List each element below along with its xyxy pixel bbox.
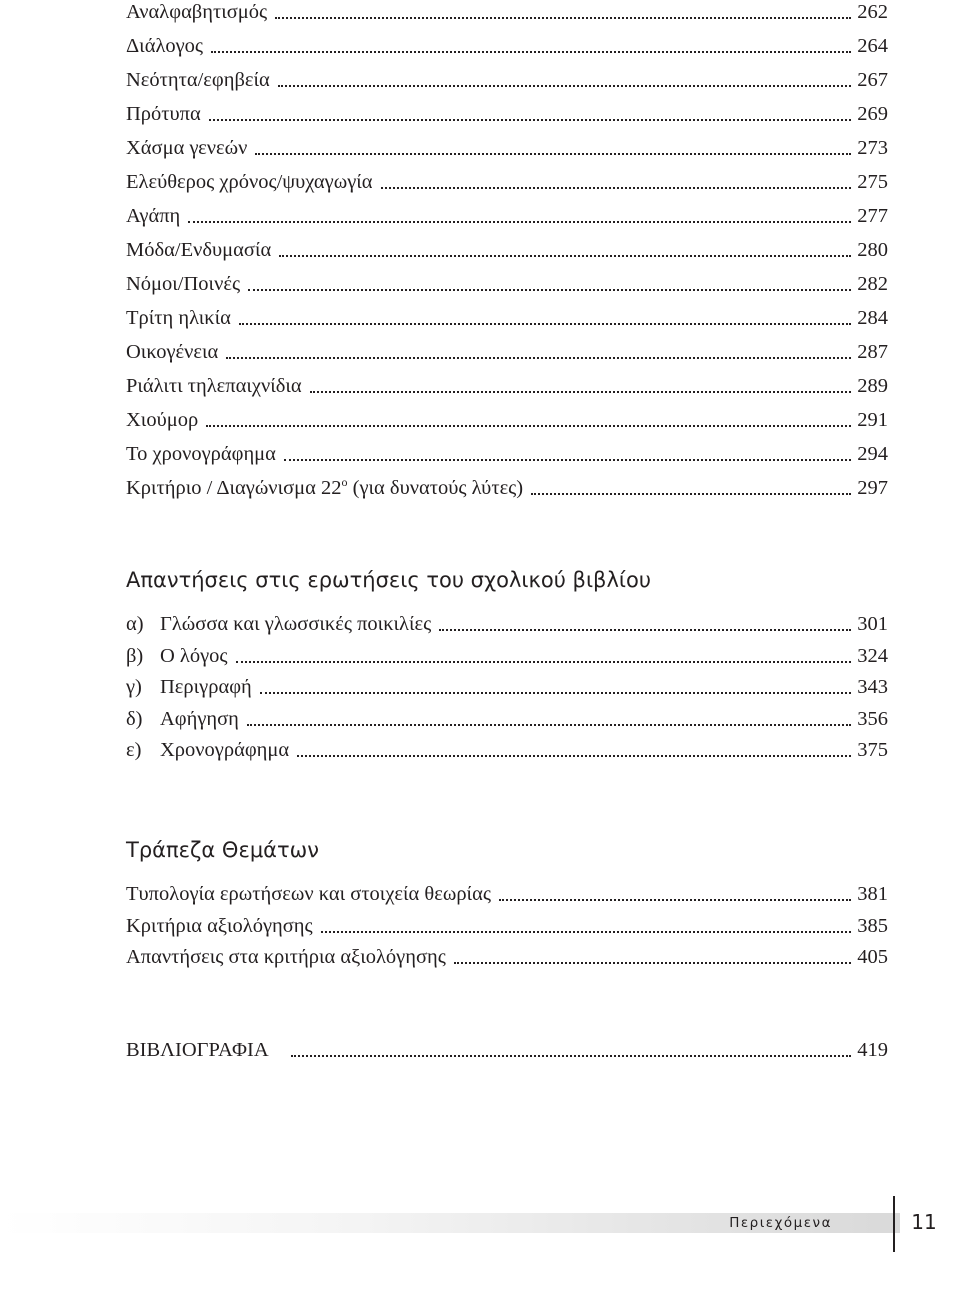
toc-entry-title: Απαντήσεις στα κριτήρια αξιολόγησης	[126, 946, 446, 968]
toc-entry-page: 356	[857, 708, 888, 730]
footer-section-label: Περιεχόμενα	[729, 1215, 832, 1231]
toc-entry[interactable]	[126, 405, 888, 435]
toc-entry-title: Νεότητα/εφηβεία	[126, 69, 270, 91]
item-letter: β)	[126, 645, 144, 667]
toc-entry-title	[126, 704, 239, 734]
toc-entry-title: Χιούμορ	[126, 409, 199, 431]
toc-entry-title-part: (για δυνατούς λύτες)	[347, 477, 524, 499]
toc-entry-page: 419	[857, 1039, 888, 1061]
toc-entry-page: 291	[857, 409, 888, 431]
toc-entry-page: 284	[857, 307, 888, 329]
leader-dots	[188, 221, 851, 223]
toc-entry[interactable]	[126, 473, 888, 503]
toc-entry-title: Νόμοι/Ποινές	[126, 273, 241, 295]
toc-entry[interactable]	[126, 133, 888, 163]
toc-entry-page: 297	[857, 477, 888, 499]
toc-entry-title: Διάλογος	[126, 35, 204, 57]
toc-entry-title	[126, 473, 523, 503]
toc-entry-page: 289	[857, 375, 888, 397]
toc-entry-page: 301	[857, 613, 888, 635]
toc-entry-title	[126, 641, 228, 671]
toc-entry-title: Τυπολογία ερωτήσεων και στοιχεία θεωρίας	[126, 883, 491, 905]
toc-entry-title	[126, 735, 289, 765]
toc-entry-page: 287	[857, 341, 888, 363]
toc-entry[interactable]	[126, 911, 888, 941]
leader-dots	[381, 187, 852, 189]
toc-entry[interactable]	[126, 201, 888, 231]
toc-entry[interactable]	[126, 31, 888, 61]
toc-entry-title: ΒΙΒΛΙΟΓΡΑΦΙΑ	[126, 1039, 269, 1061]
leader-dots	[260, 692, 852, 694]
leader-dots	[321, 931, 852, 933]
leader-dots	[297, 755, 851, 757]
toc-entry-page: 343	[857, 676, 888, 698]
leader-dots	[278, 85, 851, 87]
leader-dots	[209, 119, 851, 121]
toc-entry[interactable]	[126, 303, 888, 333]
item-letter: δ)	[126, 708, 143, 730]
toc-entry[interactable]	[126, 0, 888, 27]
section-heading-answers: Απαντήσεις στις ερωτήσεις του σχολικού βιβλίου	[126, 568, 651, 592]
leader-dots	[499, 899, 851, 901]
leader-dots	[247, 724, 851, 726]
page-number: 11	[911, 1210, 937, 1234]
toc-entry-page: 269	[857, 103, 888, 125]
toc-entry-page: 385	[857, 915, 888, 937]
toc-entry[interactable]	[126, 879, 888, 909]
toc-entry-page: 277	[857, 205, 888, 227]
leader-dots	[248, 289, 851, 291]
toc-entry-title-part: Κριτήριο / Διαγώνισμα 22	[126, 477, 342, 499]
toc-entry[interactable]	[126, 99, 888, 129]
toc-entry-title: Αγάπη	[126, 205, 181, 227]
footer-band	[0, 1213, 900, 1233]
toc-entry-title: Κριτήρια αξιολόγησης	[126, 915, 313, 937]
toc-entry[interactable]	[126, 942, 888, 972]
item-letter: ε)	[126, 739, 142, 761]
toc-entry-page: 324	[857, 645, 888, 667]
item-title: Ο λόγος	[160, 645, 228, 667]
leader-dots	[439, 629, 851, 631]
toc-entry[interactable]	[126, 65, 888, 95]
footer-divider	[893, 1196, 895, 1252]
leader-dots	[255, 153, 851, 155]
item-title: Περιγραφή	[160, 676, 252, 698]
toc-entry[interactable]	[126, 735, 888, 765]
toc-entry[interactable]	[126, 337, 888, 367]
toc-entry-page: 267	[857, 69, 888, 91]
toc-entry[interactable]	[126, 235, 888, 265]
leader-dots	[239, 323, 851, 325]
toc-entry[interactable]	[126, 641, 888, 671]
toc-entry[interactable]	[126, 167, 888, 197]
leader-dots	[284, 459, 851, 461]
toc-entry-bibliography[interactable]	[126, 1035, 888, 1065]
section-heading-bank: Τράπεζα Θεμάτων	[126, 838, 319, 862]
leader-dots	[531, 493, 851, 495]
toc-entry[interactable]	[126, 704, 888, 734]
item-letter: α)	[126, 613, 144, 635]
toc-entry-page: 381	[857, 883, 888, 905]
toc-entry-page: 262	[857, 1, 888, 23]
leader-dots	[206, 425, 851, 427]
toc-entry[interactable]	[126, 439, 888, 469]
item-title: Γλώσσα και γλωσσικές ποικιλίες	[160, 613, 432, 635]
leader-dots	[226, 357, 851, 359]
toc-entry-title: Οικογένεια	[126, 341, 219, 363]
toc-entry-title: Το χρονογράφημα	[126, 443, 276, 465]
leader-dots	[291, 1055, 852, 1057]
toc-entry[interactable]	[126, 672, 888, 702]
toc-entry[interactable]	[126, 371, 888, 401]
leader-dots	[275, 17, 851, 19]
toc-entry[interactable]	[126, 269, 888, 299]
toc-entry-title: Ελεύθερος χρόνος/ψυχαγωγία	[126, 171, 373, 193]
item-letter: γ)	[126, 676, 142, 698]
toc-entry[interactable]	[126, 609, 888, 639]
toc-entry-page: 275	[857, 171, 888, 193]
toc-entry-title: Ριάλιτι τηλεπαιχνίδια	[126, 375, 302, 397]
leader-dots	[310, 391, 852, 393]
toc-entry-page: 294	[857, 443, 888, 465]
leader-dots	[236, 661, 852, 663]
ordinal-superscript: ο	[341, 475, 348, 490]
toc-entry-title: Αναλφαβητισμός	[126, 1, 268, 23]
toc-entry-page: 273	[857, 137, 888, 159]
toc-entry-page: 264	[857, 35, 888, 57]
toc-entry-page: 282	[857, 273, 888, 295]
toc-entry-title	[126, 672, 252, 702]
toc-entry-title	[126, 609, 431, 639]
item-title: Αφήγηση	[160, 708, 239, 730]
toc-entry-title: Τρίτη ηλικία	[126, 307, 231, 329]
leader-dots	[279, 255, 851, 257]
item-title: Χρονογράφημα	[160, 739, 290, 761]
toc-entry-title: Χάσμα γενεών	[126, 137, 248, 159]
toc-entry-page: 405	[857, 946, 888, 968]
toc-entry-title: Μόδα/Ενδυμασία	[126, 239, 272, 261]
toc-entry-page: 375	[857, 739, 888, 761]
leader-dots	[454, 962, 851, 964]
toc-entry-page: 280	[857, 239, 888, 261]
leader-dots	[211, 51, 851, 53]
toc-entry-title: Πρότυπα	[126, 103, 201, 125]
